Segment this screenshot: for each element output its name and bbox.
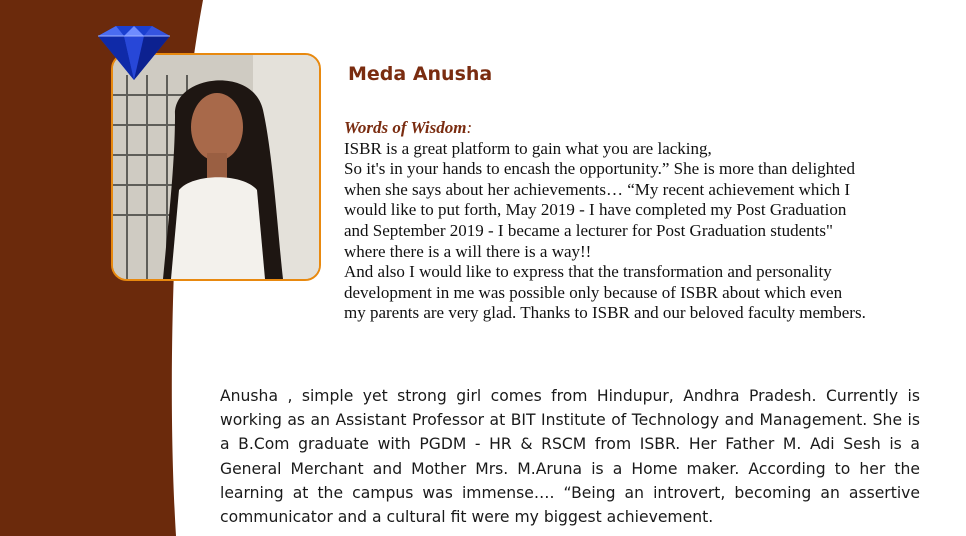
quote-line: development in me was possible only because of ISBR about which even	[344, 282, 843, 302]
person-name: Meda Anusha	[348, 63, 493, 85]
bio-line: working as an Assistant Professor at BIT Institute of Technology and Management. She is	[220, 411, 920, 430]
bio-line: a B.Com graduate with PGDM - HR & RSCM from ISBR. Her Father M. Adi Sesh is a	[220, 435, 920, 454]
quote-line: would like to put forth, May 2019 - I have completed my Post Graduation	[344, 200, 847, 220]
bio-line: Anusha , simple yet strong girl comes from Hindupur, Andhra Pradesh. Currently is	[220, 387, 920, 405]
wisdom-colon: :	[466, 118, 473, 137]
wisdom-label: Words of Wisdom	[344, 118, 467, 137]
quote-line: And also I would like to express that the transformation and personality	[344, 262, 832, 282]
bio-line: General Merchant and Mother Mrs. M.Aruna is a Home maker. According to her the	[220, 459, 920, 478]
quote-line: and September 2019 - I became a lecturer for Post Graduation students"	[344, 220, 833, 240]
quote-line: So it's in your hands to encash the opportunity.” She is more than delighted	[344, 159, 855, 179]
bio-line: learning at the campus was immense…. “Being an introvert, becoming an assertive	[220, 483, 920, 502]
bio-line: communicator and a cultural fit were my biggest achievement.	[220, 508, 714, 527]
words-of-wisdom	[344, 118, 944, 324]
profile-photo	[111, 53, 321, 281]
sapphire-gem-icon	[88, 24, 180, 82]
quote-line: ISBR is a great platform to gain what you are lacking,	[344, 138, 712, 158]
quote-line: where there is a will there is a way!!	[344, 241, 592, 261]
quote-line: my parents are very glad. Thanks to ISBR and our beloved faculty members.	[344, 303, 866, 323]
bio-paragraph	[220, 384, 920, 529]
quote-line: when she says about her achievements… “My recent achievement which I	[344, 179, 851, 199]
